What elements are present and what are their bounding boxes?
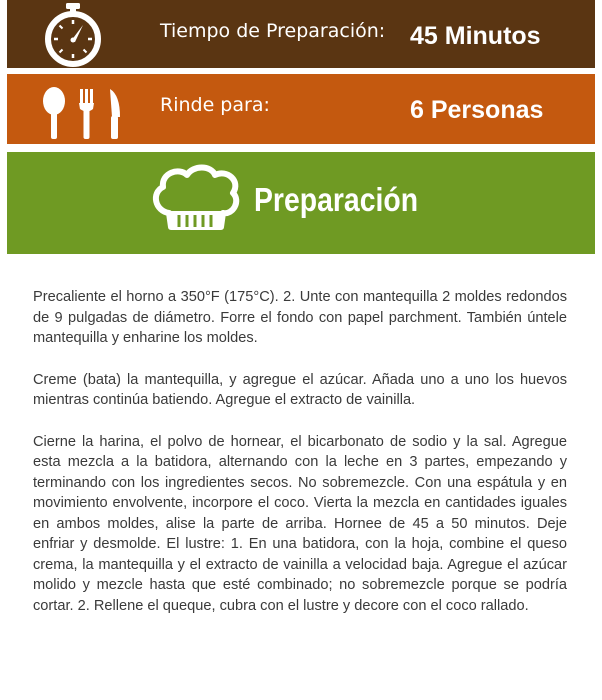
- prep-time-value: 45 Minutos: [410, 22, 541, 50]
- preparation-body: [33, 287, 567, 637]
- servings-label: Rinde para:: [160, 94, 270, 116]
- preparation-paragraph: Creme (bata) la mantequilla, y agregue el azúcar. Añada uno a uno los huevos mientras continúa batiendo. Agregue el extracto de vainilla.: [33, 371, 567, 408]
- stopwatch-icon: [37, 3, 109, 67]
- prep-time-label: Tiempo de Preparación:: [160, 20, 386, 42]
- preparation-paragraph: Cierne la harina, el polvo de hornear, el bicarbonato de sodio y la sal. Agregue esta mezcla a la batidora, alternando con la leche en 3 partes, empezando y terminando con los ingredientes secos. No sobremezcle. Con una espátula y en movimiento envolvente, incorpore el coco. Vierta la mezcla en cantidades iguales en ambos moldes, alise la parte de arriba. Hornee de 45 a 50 minutos. Deje enfriar y desmolde. El lustre: 1. En una batidora, con la hoja, combine el queso crema, la mantequilla y el extracto de vainilla a velocidad baja. Agregue el azúcar molido y mezcle hasta que esté combinado; no sobremezcle porque se podría cortar. 2. Rellene el queque, cubra con el lustre y decore con el coco rallado.: [33, 433, 567, 614]
- chef-hat-icon: [147, 163, 243, 235]
- servings-value: 6 Personas: [410, 96, 544, 124]
- preparation-heading: Preparación: [254, 181, 419, 218]
- preparation-paragraph: Precaliente el horno a 350°F (175°C). 2. Unte con mantequilla 2 moldes redondos de 9 pulgadas de diámetro. Forre el fondo con papel parchment. También úntele mantequilla y enharine los moldes.: [33, 289, 567, 346]
- utensils-icon: [40, 87, 126, 139]
